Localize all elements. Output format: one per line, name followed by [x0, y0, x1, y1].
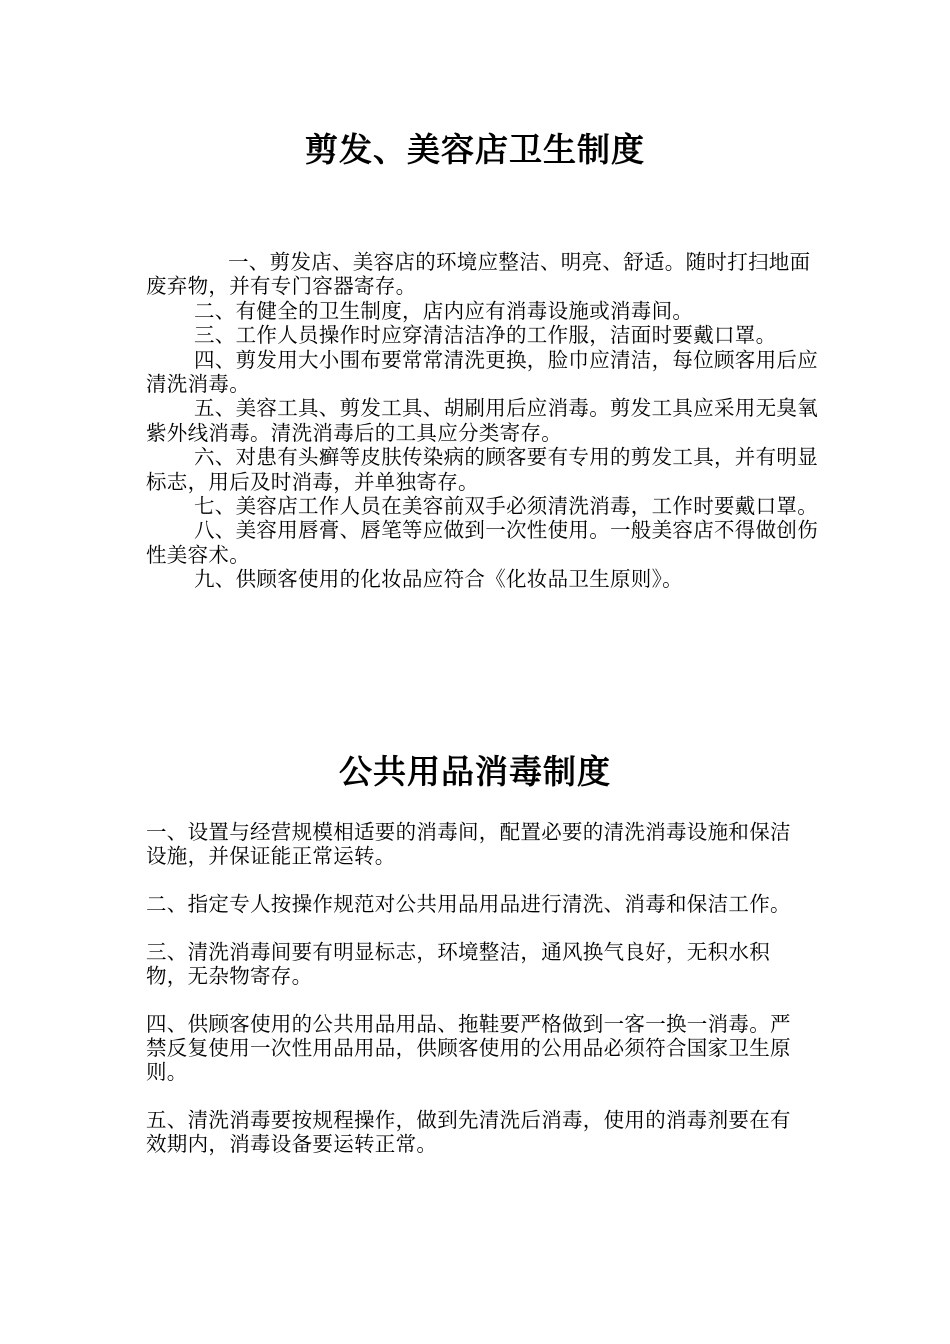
hygiene-rules-section: [146, 250, 826, 592]
rule-paragraph: 一、设置与经营规模相适要的消毒间，配置必要的清洗消毒设施和保洁设施，并保证能正常运转。: [146, 820, 791, 868]
rule-paragraph: 二、有健全的卫生制度，店内应有消毒设施或消毒间。: [194, 298, 694, 323]
rule-paragraph: 七、美容店工作人员在美容前双手必须清洗消毒，工作时要戴口罩。: [194, 494, 818, 519]
rule-paragraph: 四、供顾客使用的公共用品用品、拖鞋要严格做到一客一换一消毒。严禁反复使用一次性用品用品，供顾客使用的公用品必须符合国家卫生原则。: [146, 1012, 791, 1084]
rule-paragraph: 六、对患有头癣等皮肤传染病的顾客要有专用的剪发工具，并有明显标志，用后及时消毒，并单独寄存。: [146, 445, 818, 494]
rule-paragraph: 一、剪发店、美容店的环境应整洁、明亮、舒适。随时打扫地面废弃物，并有专门容器寄存。: [146, 250, 811, 299]
rule-paragraph: 四、剪发用大小围布要常常清洗更换，脸巾应清洁，每位顾客用后应清洗消毒。: [146, 347, 818, 397]
rule-paragraph: 八、美容用唇膏、唇笔等应做到一次性使用。一般美容店不得做创伤性美容术。: [146, 518, 818, 567]
rule-paragraph: 二、指定专人按操作规范对公共用品用品进行清洗、消毒和保洁工作。: [146, 892, 791, 916]
rule-paragraph: 五、美容工具、剪发工具、胡刷用后应消毒。剪发工具应采用无臭氧紫外线消毒。清洗消毒后的工具应分类寄存。: [146, 396, 818, 445]
disinfection-rules-section: [146, 820, 806, 1180]
rule-paragraph: 三、清洗消毒间要有明显标志，环境整洁，通风换气良好，无积水积物，无杂物寄存。: [146, 940, 770, 988]
rule-paragraph: 五、清洗消毒要按规程操作，做到先清洗后消毒，使用的消毒剂要在有效期内，消毒设备要运转正常。: [146, 1108, 791, 1156]
page-title: 剪发、美容店卫生制度: [305, 130, 645, 169]
rule-paragraph: 九、供顾客使用的化妆品应符合《化妆品卫生原则》。: [194, 567, 683, 592]
rule-paragraph: 三、工作人员操作时应穿清洁洁净的工作服，洁面时要戴口罩。: [194, 323, 777, 348]
section-title: 公共用品消毒制度: [339, 752, 611, 791]
